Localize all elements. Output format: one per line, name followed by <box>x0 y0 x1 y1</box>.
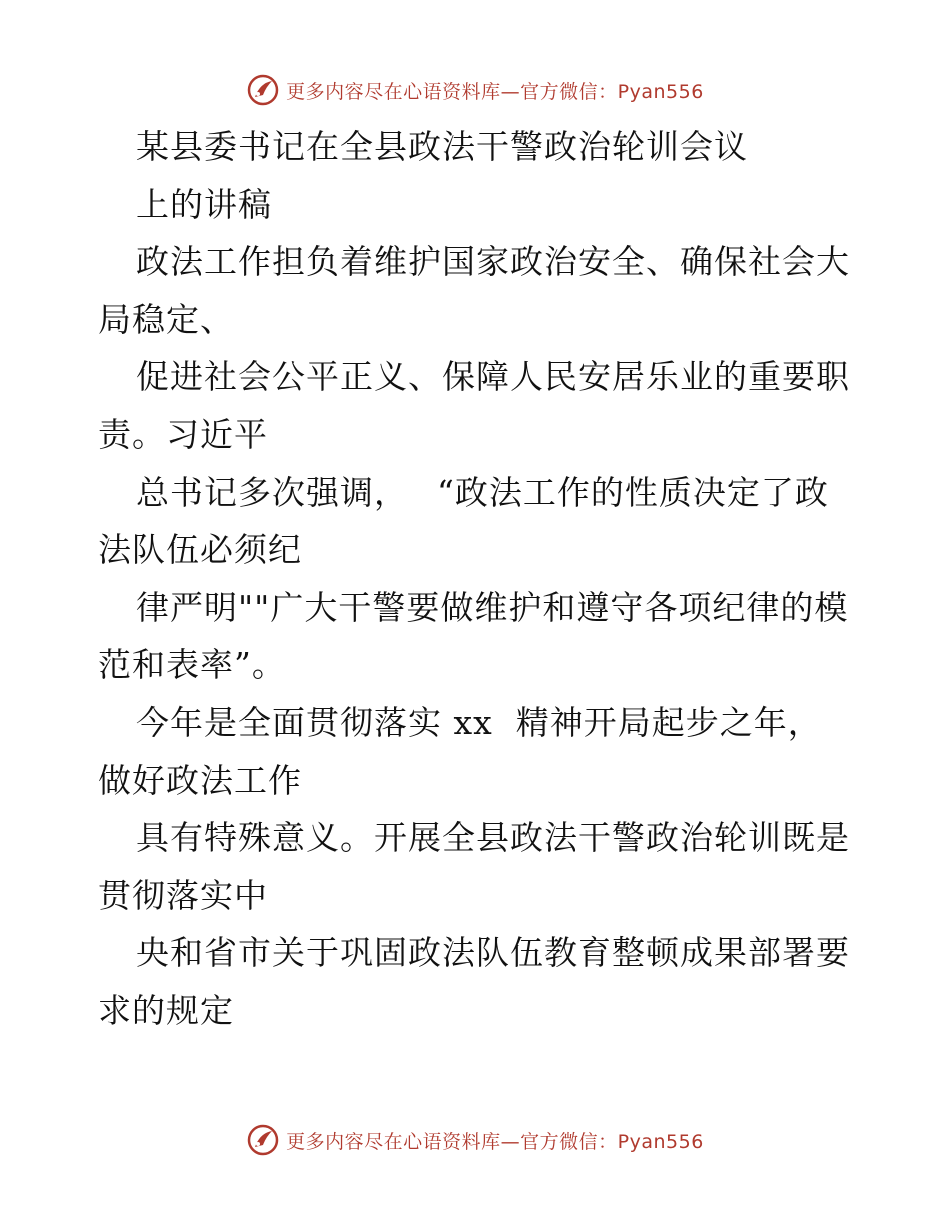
paragraph-line: 局稳定、 <box>98 299 234 339</box>
footer-watermark-banner <box>0 1120 950 1160</box>
banner-text: 更多内容尽在心语资料库—官方微信：Pyan556 <box>286 80 704 103</box>
paragraph-line: 今年是全面贯彻落实 xx 精神开局起步之年， <box>136 702 822 742</box>
paragraph-line: 做好政法工作 <box>98 760 302 800</box>
brand-logo-icon <box>246 73 280 107</box>
brand-logo-icon <box>246 1123 280 1157</box>
paragraph-line: 律严明""广大干警要做维护和遵守各项纪律的模 <box>136 587 849 627</box>
paragraph-line: 总书记多次强调， “政法工作的性质决定了政 <box>136 472 829 512</box>
title-line-1: 某县委书记在全县政法干警政治轮训会议 <box>136 127 748 166</box>
paragraph-line: 具有特殊意义。开展全县政法干警政治轮训既是 <box>136 818 850 858</box>
paragraph-line: 贯彻落实中 <box>98 875 268 915</box>
paragraph-line: 促进社会公平正义、保障人民安居乐业的重要职 <box>136 357 850 397</box>
paragraph-line: 法队伍必须纪 <box>98 530 302 570</box>
paragraph-line: 求的规定 <box>98 990 234 1030</box>
paragraph-line: 政法工作担负着维护国家政治安全、确保社会大 <box>136 242 850 282</box>
title-line-2: 上的讲稿 <box>136 184 272 224</box>
banner-text: 更多内容尽在心语资料库—官方微信：Pyan556 <box>286 1130 704 1153</box>
paragraph-line: 央和省市关于巩固政法队伍教育整顿成果部署要 <box>136 933 850 973</box>
paragraph-line: 责。习近平 <box>98 414 268 454</box>
document-body <box>98 118 858 1040</box>
paragraph-line: 范和表率”。 <box>98 645 286 685</box>
header-watermark-banner <box>0 70 950 110</box>
